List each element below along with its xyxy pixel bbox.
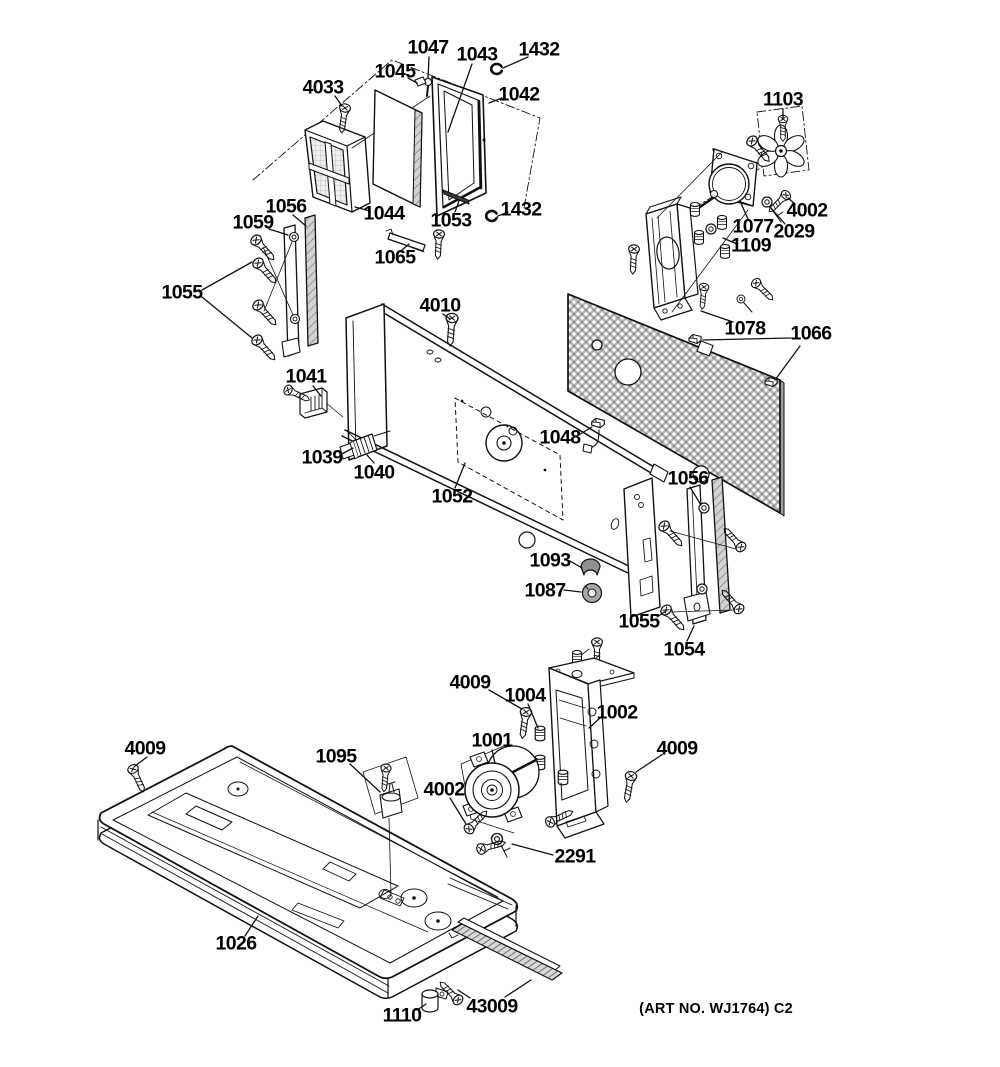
- part-label-1110: 1110: [382, 1004, 422, 1027]
- part-label-1066: 1066: [790, 322, 832, 345]
- motor-bracket-1002: [517, 638, 638, 838]
- part-label-1047: 1047: [407, 36, 449, 59]
- part-label-1109: 1109: [731, 234, 771, 257]
- part-label-1095: 1095: [315, 745, 357, 768]
- fan-blade-1103: [755, 115, 807, 177]
- part-label-1040: 1040: [353, 461, 395, 484]
- part-label-43009: 43009: [466, 995, 518, 1018]
- part-label-4033: 4033: [302, 76, 344, 99]
- part-label-1039: 1039: [301, 446, 343, 469]
- part-label-1065: 1065: [374, 246, 416, 269]
- part-label-1103: 1103: [763, 88, 803, 111]
- screw-4010: [444, 313, 458, 346]
- part-label-1043: 1043: [456, 43, 498, 66]
- part-label-1059: 1059: [232, 211, 274, 234]
- part-label-1044: 1044: [363, 202, 405, 225]
- clamp-1110: [422, 978, 465, 1012]
- part-label-1055-2: 1055: [618, 610, 660, 633]
- part-label-1056-2: 1056: [667, 467, 709, 490]
- filter-media-panel: [373, 90, 422, 207]
- part-label-4010: 4010: [419, 294, 461, 317]
- part-label-1056: 1056: [265, 195, 307, 218]
- clamp-2291: [476, 834, 510, 858]
- part-label-2291: 2291: [554, 845, 596, 868]
- part-label-1045: 1045: [374, 60, 416, 83]
- motor-1001: [461, 746, 539, 833]
- part-label-1002: 1002: [596, 701, 638, 724]
- grommet-1093: [581, 559, 600, 575]
- part-label-1432-2: 1432: [500, 198, 542, 221]
- switch-1041: [282, 384, 327, 418]
- left-seal-strips: [249, 215, 318, 364]
- grommet-1087: [583, 584, 602, 603]
- part-label-1078: 1078: [724, 317, 766, 340]
- part-label-4009-3: 4009: [124, 737, 166, 760]
- part-label-1042: 1042: [498, 83, 540, 106]
- part-label-4002: 4002: [786, 199, 828, 222]
- part-label-1048: 1048: [539, 426, 581, 449]
- part-label-1052: 1052: [431, 485, 473, 508]
- part-label-1093: 1093: [529, 549, 571, 572]
- part-label-1432: 1432: [518, 38, 560, 61]
- art-number: (ART NO. WJ1764) C2: [639, 1001, 793, 1017]
- door-frame-1042: [432, 77, 486, 216]
- part-label-4009-2: 4009: [656, 737, 698, 760]
- part-label-1054: 1054: [663, 638, 705, 661]
- part-label-1004: 1004: [504, 684, 546, 707]
- part-label-4002-2: 4002: [423, 778, 465, 801]
- right-seal-strips: [657, 477, 748, 634]
- part-label-2029: 2029: [773, 220, 815, 243]
- part-label-1001: 1001: [471, 729, 513, 752]
- part-label-1041: 1041: [285, 365, 327, 388]
- grommets-1109: [691, 203, 730, 259]
- part-label-1055: 1055: [161, 281, 203, 304]
- part-label-1053: 1053: [430, 209, 472, 232]
- part-label-1026: 1026: [215, 932, 257, 955]
- part-label-1087: 1087: [524, 579, 566, 602]
- part-label-1077: 1077: [732, 215, 774, 238]
- part-label-4009: 4009: [449, 671, 491, 694]
